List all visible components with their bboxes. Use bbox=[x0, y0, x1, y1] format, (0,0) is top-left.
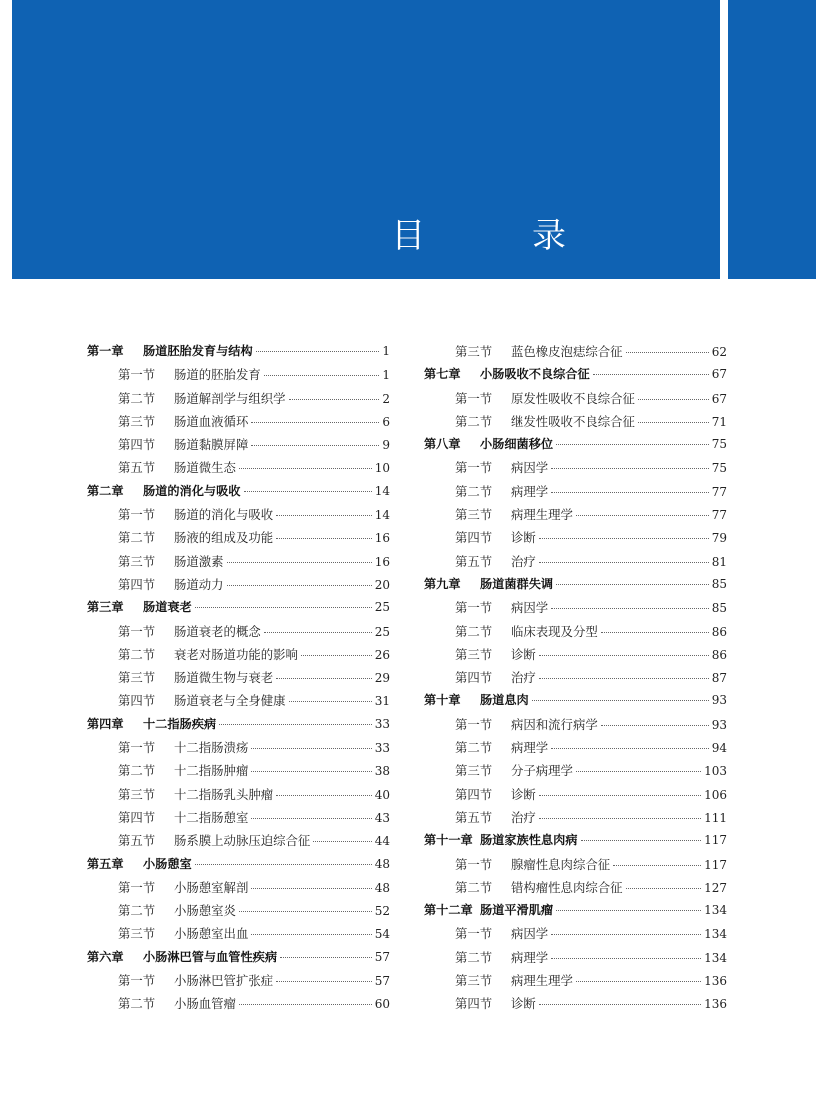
toc-dot-leader bbox=[276, 678, 372, 679]
toc-dot-leader bbox=[276, 538, 372, 539]
toc-entry-title: 十二指肠肿瘤 bbox=[174, 763, 249, 779]
toc-dot-leader bbox=[576, 981, 701, 982]
toc-dot-leader bbox=[556, 444, 709, 445]
toc-chapter-entry[interactable] bbox=[87, 948, 390, 971]
toc-dot-leader bbox=[638, 422, 709, 423]
toc-entry-label: 第三节 bbox=[118, 926, 156, 942]
toc-entry-label: 第四节 bbox=[118, 809, 156, 825]
toc-dot-leader bbox=[613, 865, 701, 866]
toc-entry-label: 第二节 bbox=[455, 483, 493, 499]
toc-entry-label: 第三节 bbox=[455, 507, 493, 523]
toc-entry-label: 第四节 bbox=[118, 437, 156, 453]
toc-entry-title: 肠道菌群失调 bbox=[480, 576, 554, 591]
toc-entry-label: 第五章 bbox=[87, 856, 124, 871]
toc-entry-page: 29 bbox=[374, 671, 390, 686]
toc-entry-page: 25 bbox=[374, 624, 390, 639]
toc-entry-title: 小肠淋巴管扩张症 bbox=[174, 973, 274, 989]
toc-dot-leader bbox=[539, 562, 709, 563]
toc-chapter-entry[interactable] bbox=[424, 365, 727, 388]
toc-entry-label: 第一节 bbox=[455, 926, 493, 942]
toc-section-entry[interactable] bbox=[87, 901, 390, 924]
toc-entry-page: 2 bbox=[382, 391, 390, 406]
toc-entry-label: 第二章 bbox=[87, 483, 124, 498]
toc-dot-leader bbox=[593, 374, 709, 375]
toc-entry-title: 腺瘤性息肉综合征 bbox=[511, 856, 611, 872]
toc-entry-title: 十二指肠疾病 bbox=[143, 716, 217, 731]
toc-entry-title: 继发性吸收不良综合征 bbox=[511, 413, 635, 429]
toc-entry-page: 6 bbox=[382, 414, 390, 429]
toc-entry-title: 肠道衰老的概念 bbox=[174, 623, 261, 639]
toc-chapter-entry[interactable] bbox=[87, 482, 390, 505]
toc-entry-label: 第三节 bbox=[455, 646, 493, 662]
toc-dot-leader bbox=[276, 981, 372, 982]
toc-entry-page: 77 bbox=[711, 484, 727, 499]
toc-dot-leader bbox=[289, 399, 380, 400]
toc-section-entry[interactable] bbox=[424, 458, 727, 481]
toc-section-entry[interactable] bbox=[424, 389, 727, 412]
toc-dot-leader bbox=[539, 795, 701, 796]
toc-entry-page: 14 bbox=[374, 483, 390, 498]
toc-section-entry[interactable] bbox=[424, 971, 727, 994]
toc-entry-page: 40 bbox=[374, 787, 390, 802]
toc-entry-label: 第三节 bbox=[455, 973, 493, 989]
toc-entry-title: 错构瘤性息肉综合征 bbox=[511, 879, 623, 895]
toc-entry-page: 77 bbox=[711, 508, 727, 523]
toc-entry-label: 第九章 bbox=[424, 576, 461, 591]
toc-entry-page: 134 bbox=[704, 950, 727, 965]
toc-entry-label: 第七章 bbox=[424, 367, 461, 382]
toc-entry-label: 第三节 bbox=[118, 553, 156, 569]
toc-dot-leader bbox=[239, 911, 372, 912]
toc-dot-leader bbox=[227, 562, 372, 563]
toc-entry-page: 48 bbox=[374, 856, 390, 871]
toc-entry-label: 第十章 bbox=[424, 693, 461, 708]
toc-entry-title: 小肠憩室 bbox=[143, 856, 192, 871]
toc-section-entry[interactable] bbox=[87, 645, 390, 668]
toc-dot-leader bbox=[195, 864, 372, 865]
toc-dot-leader bbox=[638, 399, 709, 400]
toc-entry-title: 诊断 bbox=[511, 530, 536, 546]
toc-section-entry[interactable] bbox=[87, 365, 390, 388]
toc-section-entry[interactable] bbox=[424, 738, 727, 761]
toc-entry-label: 第四节 bbox=[455, 996, 493, 1012]
toc-entry-label: 第二节 bbox=[118, 530, 156, 546]
toc-entry-title: 小肠细菌移位 bbox=[480, 437, 554, 452]
toc-section-entry[interactable] bbox=[424, 715, 727, 738]
toc-entry-page: 33 bbox=[374, 741, 390, 756]
toc-section-entry[interactable] bbox=[424, 482, 727, 505]
toc-dot-leader bbox=[280, 957, 372, 958]
toc-dot-leader bbox=[251, 818, 371, 819]
toc-dot-leader bbox=[251, 771, 371, 772]
toc-section-entry[interactable] bbox=[424, 622, 727, 645]
toc-column-right bbox=[424, 342, 727, 1018]
toc-section-entry[interactable] bbox=[87, 435, 390, 458]
toc-entry-title: 分子病理学 bbox=[511, 763, 573, 779]
toc-entry-label: 第六章 bbox=[87, 949, 124, 964]
toc-dot-leader bbox=[195, 607, 372, 608]
toc-dot-leader bbox=[551, 608, 709, 609]
toc-section-entry[interactable] bbox=[87, 785, 390, 808]
toc-section-entry[interactable] bbox=[87, 552, 390, 575]
toc-entry-title: 诊断 bbox=[511, 646, 536, 662]
toc-section-entry[interactable] bbox=[87, 761, 390, 784]
toc-dot-leader bbox=[581, 840, 702, 841]
toc-entry-title: 肠道衰老 bbox=[143, 600, 192, 615]
toc-section-entry[interactable] bbox=[424, 761, 727, 784]
toc-entry-label: 第二节 bbox=[118, 996, 156, 1012]
toc-entry-page: 136 bbox=[704, 997, 727, 1012]
toc-section-entry[interactable] bbox=[424, 645, 727, 668]
toc-entry-title: 肠道微生物与衰老 bbox=[174, 670, 274, 686]
toc-entry-label: 第一节 bbox=[455, 390, 493, 406]
toc-entry-label: 第四节 bbox=[455, 530, 493, 546]
toc-entry-title: 肠道的消化与吸收 bbox=[143, 483, 241, 498]
toc-entry-title: 肠道的胚胎发育 bbox=[174, 367, 261, 383]
toc-section-entry[interactable] bbox=[424, 948, 727, 971]
toc-section-entry[interactable] bbox=[87, 412, 390, 435]
toc-entry-page: 67 bbox=[711, 367, 727, 382]
toc-entry-title: 肠道激素 bbox=[174, 553, 224, 569]
toc-section-entry[interactable] bbox=[424, 528, 727, 551]
toc-entry-label: 第二节 bbox=[455, 623, 493, 639]
toc-section-entry[interactable] bbox=[87, 878, 390, 901]
toc-entry-label: 第二节 bbox=[118, 390, 156, 406]
toc-entry-page: 25 bbox=[374, 600, 390, 615]
toc-entry-page: 93 bbox=[711, 693, 727, 708]
toc-dot-leader bbox=[551, 748, 709, 749]
toc-entry-page: 31 bbox=[374, 694, 390, 709]
toc-entry-page: 44 bbox=[374, 834, 390, 849]
toc-entry-page: 79 bbox=[711, 531, 727, 546]
toc-entry-title: 肠道微生态 bbox=[174, 460, 236, 476]
toc-entry-label: 第四节 bbox=[455, 786, 493, 802]
toc-entry-label: 第三节 bbox=[118, 786, 156, 802]
toc-section-entry[interactable] bbox=[87, 528, 390, 551]
toc-entry-title: 肠道平滑肌瘤 bbox=[480, 903, 554, 918]
toc-dot-leader bbox=[251, 934, 371, 935]
toc-entry-page: 134 bbox=[704, 927, 727, 942]
toc-dot-leader bbox=[239, 468, 372, 469]
toc-entry-page: 26 bbox=[374, 647, 390, 662]
toc-entry-page: 14 bbox=[374, 508, 390, 523]
toc-entry-label: 第二节 bbox=[455, 413, 493, 429]
toc-section-entry[interactable] bbox=[424, 668, 727, 691]
toc-entry-label: 第十二章 bbox=[424, 903, 473, 918]
toc-dot-leader bbox=[264, 632, 372, 633]
toc-section-entry[interactable] bbox=[424, 878, 727, 901]
toc-dot-leader bbox=[251, 422, 379, 423]
toc-section-entry[interactable] bbox=[87, 668, 390, 691]
toc-dot-leader bbox=[276, 515, 372, 516]
toc-entry-title: 病因学 bbox=[511, 926, 549, 942]
toc-dot-leader bbox=[551, 492, 709, 493]
header-banner-side bbox=[728, 0, 816, 279]
toc-entry-page: 106 bbox=[704, 787, 727, 802]
toc-entry-title: 小肠淋巴管与血管性疾病 bbox=[143, 949, 278, 964]
toc-entry-label: 第一节 bbox=[118, 973, 156, 989]
toc-dot-leader bbox=[251, 748, 371, 749]
toc-entry-label: 第一节 bbox=[118, 623, 156, 639]
toc-entry-page: 20 bbox=[374, 577, 390, 592]
toc-entry-label: 第四节 bbox=[118, 576, 156, 592]
toc-chapter-entry[interactable] bbox=[424, 575, 727, 598]
toc-entry-label: 第五节 bbox=[118, 833, 156, 849]
toc-entry-label: 第五节 bbox=[455, 809, 493, 825]
toc-dot-leader bbox=[556, 910, 701, 911]
toc-section-entry[interactable] bbox=[87, 808, 390, 831]
toc-entry-title: 病理学 bbox=[511, 483, 549, 499]
toc-dot-leader bbox=[539, 1004, 701, 1005]
toc-dot-leader bbox=[626, 352, 709, 353]
toc-chapter-entry[interactable] bbox=[424, 901, 727, 924]
toc-entry-title: 肠道的消化与吸收 bbox=[174, 507, 274, 523]
toc-entry-title: 病理生理学 bbox=[511, 973, 573, 989]
toc-entry-title: 小肠憩室出血 bbox=[174, 926, 249, 942]
toc-entry-page: 134 bbox=[704, 903, 727, 918]
toc-entry-title: 肠道胚胎发育与结构 bbox=[143, 344, 253, 358]
toc-entry-title: 衰老对肠道功能的影响 bbox=[174, 646, 298, 662]
toc-dot-leader bbox=[539, 655, 709, 656]
toc-section-entry[interactable] bbox=[424, 855, 727, 878]
toc-section-entry[interactable] bbox=[424, 808, 727, 831]
toc-entry-title: 诊断 bbox=[511, 786, 536, 802]
toc-entry-title: 肠液的组成及功能 bbox=[174, 530, 274, 546]
toc-entry-page: 38 bbox=[374, 764, 390, 779]
toc-entry-label: 第四章 bbox=[87, 716, 124, 731]
toc-dot-leader bbox=[219, 724, 372, 725]
toc-entry-page: 117 bbox=[704, 833, 727, 848]
toc-entry-label: 第二节 bbox=[118, 903, 156, 919]
toc-entry-page: 94 bbox=[711, 741, 727, 756]
toc-entry-label: 第二节 bbox=[118, 646, 156, 662]
toc-section-entry[interactable] bbox=[87, 622, 390, 645]
toc-dot-leader bbox=[551, 468, 709, 469]
toc-section-entry[interactable] bbox=[87, 389, 390, 412]
toc-entry-page: 57 bbox=[374, 974, 390, 989]
toc-dot-leader bbox=[532, 700, 709, 701]
toc-entry-page: 1 bbox=[382, 368, 390, 383]
toc-dot-leader bbox=[276, 795, 372, 796]
toc-entry-page: 81 bbox=[711, 554, 727, 569]
toc-section-entry[interactable] bbox=[87, 831, 390, 854]
toc-dot-leader bbox=[227, 585, 372, 586]
toc-dot-leader bbox=[539, 818, 701, 819]
toc-entry-title: 病理学 bbox=[511, 740, 549, 756]
toc-entry-page: 67 bbox=[711, 391, 727, 406]
toc-section-entry[interactable] bbox=[424, 552, 727, 575]
toc-dot-leader bbox=[551, 958, 701, 959]
toc-dot-leader bbox=[313, 841, 371, 842]
toc-entry-page: 60 bbox=[374, 997, 390, 1012]
toc-entry-page: 87 bbox=[711, 671, 727, 686]
toc-dot-leader bbox=[539, 538, 709, 539]
toc-section-entry[interactable] bbox=[87, 505, 390, 528]
toc-entry-page: 103 bbox=[704, 764, 727, 779]
toc-section-entry[interactable] bbox=[424, 505, 727, 528]
toc-dot-leader bbox=[239, 1004, 372, 1005]
toc-entry-title: 蓝色橡皮泡痣综合征 bbox=[511, 344, 623, 359]
toc-section-entry[interactable] bbox=[87, 994, 390, 1017]
toc-entry-label: 第二节 bbox=[455, 740, 493, 756]
toc-dot-leader bbox=[244, 491, 372, 492]
toc-section-entry[interactable] bbox=[87, 738, 390, 761]
toc-entry-label: 第三章 bbox=[87, 600, 124, 615]
toc-entry-title: 原发性吸收不良综合征 bbox=[511, 390, 635, 406]
toc-entry-label: 第三节 bbox=[455, 763, 493, 779]
toc-section-entry[interactable] bbox=[87, 924, 390, 947]
toc-entry-title: 临床表现及分型 bbox=[511, 623, 598, 639]
toc-entry-label: 第一节 bbox=[118, 367, 156, 383]
toc-dot-leader bbox=[601, 725, 709, 726]
toc-entry-label: 第五节 bbox=[118, 460, 156, 476]
toc-entry-title: 治疗 bbox=[511, 553, 536, 569]
toc-entry-page: 86 bbox=[711, 647, 727, 662]
toc-entry-page: 75 bbox=[711, 437, 727, 452]
toc-entry-page: 43 bbox=[374, 810, 390, 825]
toc-entry-page: 16 bbox=[374, 531, 390, 546]
toc-entry-page: 48 bbox=[374, 880, 390, 895]
toc-entry-label: 第二节 bbox=[455, 949, 493, 965]
toc-section-entry[interactable] bbox=[87, 575, 390, 598]
toc-entry-page: 117 bbox=[704, 857, 727, 872]
toc-section-entry[interactable] bbox=[87, 971, 390, 994]
toc-entry-label: 第一章 bbox=[87, 344, 124, 358]
toc-section-entry[interactable] bbox=[424, 342, 727, 365]
toc-entry-title: 小肠憩室炎 bbox=[174, 903, 236, 919]
toc-entry-page: 54 bbox=[374, 927, 390, 942]
toc-entry-label: 第五节 bbox=[455, 553, 493, 569]
toc-dot-leader bbox=[556, 584, 709, 585]
toc-dot-leader bbox=[264, 375, 380, 376]
toc-entry-page: 52 bbox=[374, 904, 390, 919]
toc-entry-title: 肠道解剖学与组织学 bbox=[174, 390, 286, 406]
toc-entry-label: 第一节 bbox=[455, 460, 493, 476]
toc-entry-page: 85 bbox=[711, 601, 727, 616]
toc-entry-title: 病因学 bbox=[511, 460, 549, 476]
toc-entry-page: 86 bbox=[711, 624, 727, 639]
toc-dot-leader bbox=[626, 888, 702, 889]
toc-dot-leader bbox=[576, 771, 701, 772]
toc-entry-label: 第十一章 bbox=[424, 833, 473, 848]
toc-entry-label: 第四节 bbox=[118, 693, 156, 709]
toc-entry-title: 肠道黏膜屏障 bbox=[174, 437, 249, 453]
toc-entry-label: 第一节 bbox=[455, 600, 493, 616]
toc-entry-page: 9 bbox=[382, 438, 390, 453]
toc-dot-leader bbox=[289, 701, 372, 702]
toc-entry-label: 第一节 bbox=[118, 879, 156, 895]
toc-entry-title: 肠道息肉 bbox=[480, 693, 529, 708]
toc-dot-leader bbox=[256, 351, 380, 352]
toc-entry-title: 病因和流行病学 bbox=[511, 716, 598, 732]
toc-entry-page: 1 bbox=[382, 344, 390, 358]
toc-dot-leader bbox=[576, 515, 709, 516]
toc-entry-title: 肠道家族性息肉病 bbox=[480, 833, 578, 848]
toc-entry-page: 33 bbox=[374, 716, 390, 731]
toc-section-entry[interactable] bbox=[424, 924, 727, 947]
toc-entry-page: 85 bbox=[711, 576, 727, 591]
toc-entry-page: 71 bbox=[711, 414, 727, 429]
toc-section-entry[interactable] bbox=[87, 458, 390, 481]
toc-entry-page: 111 bbox=[704, 810, 727, 825]
toc-section-entry[interactable] bbox=[424, 598, 727, 621]
toc-entry-label: 第二节 bbox=[118, 763, 156, 779]
toc-entry-label: 第一节 bbox=[455, 856, 493, 872]
toc-entry-title: 十二指肠憩室 bbox=[174, 809, 249, 825]
toc-entry-page: 93 bbox=[711, 717, 727, 732]
toc-entry-title: 病理生理学 bbox=[511, 507, 573, 523]
toc-dot-leader bbox=[301, 655, 372, 656]
toc-chapter-entry[interactable] bbox=[87, 715, 390, 738]
toc-entry-title: 小肠憩室解剖 bbox=[174, 879, 249, 895]
toc-entry-label: 第三节 bbox=[118, 413, 156, 429]
header-banner bbox=[12, 0, 720, 279]
toc-entry-title: 病因学 bbox=[511, 600, 549, 616]
toc-entry-title: 小肠吸收不良综合征 bbox=[480, 367, 590, 382]
toc-chapter-entry[interactable] bbox=[424, 435, 727, 458]
toc-section-entry[interactable] bbox=[424, 785, 727, 808]
toc-entry-label: 第二节 bbox=[455, 879, 493, 895]
toc-entry-label: 第八章 bbox=[424, 437, 461, 452]
toc-dot-leader bbox=[251, 888, 371, 889]
toc-entry-title: 肠系膜上动脉压迫综合征 bbox=[174, 833, 311, 849]
toc-entry-page: 136 bbox=[704, 974, 727, 989]
toc-dot-leader bbox=[539, 678, 709, 679]
toc-section-entry[interactable] bbox=[424, 412, 727, 435]
toc-entry-title: 诊断 bbox=[511, 996, 536, 1012]
toc-entry-label: 第三节 bbox=[455, 344, 493, 359]
toc-entry-label: 第三节 bbox=[118, 670, 156, 686]
toc-chapter-entry[interactable] bbox=[424, 831, 727, 854]
toc-entry-page: 75 bbox=[711, 461, 727, 476]
toc-section-entry[interactable] bbox=[87, 691, 390, 714]
toc-chapter-entry[interactable] bbox=[87, 598, 390, 621]
toc-entry-page: 16 bbox=[374, 554, 390, 569]
toc-entry-title: 肠道衰老与全身健康 bbox=[174, 693, 286, 709]
toc-entry-title: 病理学 bbox=[511, 949, 549, 965]
toc-entry-label: 第一节 bbox=[455, 716, 493, 732]
toc-dot-leader bbox=[601, 632, 709, 633]
toc-section-entry[interactable] bbox=[424, 994, 727, 1017]
toc-column-left bbox=[87, 342, 390, 1018]
toc-entry-page: 10 bbox=[374, 461, 390, 476]
toc-entry-title: 肠道动力 bbox=[174, 576, 224, 592]
toc-entry-page: 127 bbox=[704, 880, 727, 895]
toc-entry-page: 57 bbox=[374, 949, 390, 964]
toc-entry-title: 小肠血管瘤 bbox=[174, 996, 236, 1012]
toc-entry-label: 第四节 bbox=[455, 670, 493, 686]
toc-entry-label: 第一节 bbox=[118, 507, 156, 523]
toc-entry-title: 治疗 bbox=[511, 809, 536, 825]
toc-entry-title: 治疗 bbox=[511, 670, 536, 686]
toc-entry-title: 肠道血液循环 bbox=[174, 413, 249, 429]
toc-chapter-entry[interactable] bbox=[87, 855, 390, 878]
toc-chapter-entry[interactable] bbox=[424, 691, 727, 714]
toc-entry-title: 十二指肠溃疡 bbox=[174, 740, 249, 756]
toc-entry-page: 62 bbox=[711, 345, 727, 359]
toc-dot-leader bbox=[551, 934, 701, 935]
toc-dot-leader bbox=[251, 445, 379, 446]
toc-entry-title: 十二指肠乳头肿瘤 bbox=[174, 786, 274, 802]
toc-chapter-entry[interactable] bbox=[87, 342, 390, 365]
toc-entry-label: 第一节 bbox=[118, 740, 156, 756]
page-title: 目 录 bbox=[391, 216, 614, 256]
